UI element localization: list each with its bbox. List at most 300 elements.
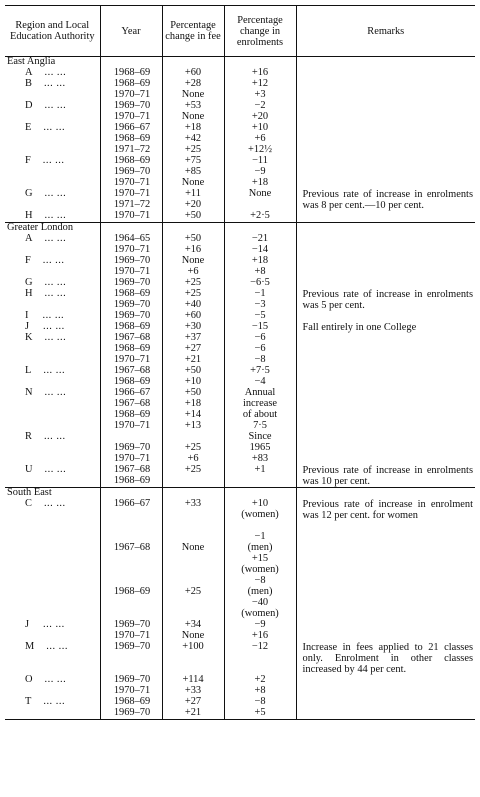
year-cell: 1970–71 — [100, 245, 162, 256]
fee-change-cell: +50 — [162, 388, 224, 399]
enrolment-change-cell: −14 — [224, 245, 296, 256]
remarks-cell: Previous rate of increase in enrolment was 12 per cent. for women — [296, 499, 475, 642]
empty-cell — [296, 223, 475, 235]
year-cell — [100, 554, 162, 565]
enrolment-change-cell: −1 — [224, 532, 296, 543]
year-cell: 1968–69 — [100, 68, 162, 79]
fee-change-cell: +18 — [162, 123, 224, 134]
authority-cell — [5, 79, 100, 90]
authority-cell — [5, 532, 100, 543]
year-cell: 1969–70 — [100, 278, 162, 289]
authority-cell — [5, 576, 100, 587]
remarks-cell — [296, 245, 475, 256]
fee-change-cell: +6 — [162, 267, 224, 278]
authority-letter: G — [25, 188, 33, 199]
fee-change-cell: +60 — [162, 68, 224, 79]
year-cell: 1970–71 — [100, 421, 162, 432]
fee-change-cell: +27 — [162, 697, 224, 708]
table-row — [5, 68, 475, 79]
table-row — [5, 708, 475, 720]
fee-change-cell: +14 — [162, 410, 224, 421]
fee-change-cell: +13 — [162, 421, 224, 432]
enrolment-change-cell: −11 — [224, 156, 296, 167]
enrolment-change-cell: +10 — [224, 499, 296, 510]
fee-change-cell: +16 — [162, 245, 224, 256]
enrolment-change-cell: +6 — [224, 134, 296, 145]
year-cell: 1970–71 — [100, 189, 162, 200]
enrolment-change-cell: (women) — [224, 510, 296, 521]
empty-cell — [296, 57, 475, 69]
remarks-cell — [296, 101, 475, 112]
authority-cell — [5, 432, 100, 443]
authority-cell — [5, 134, 100, 145]
table-row — [5, 267, 475, 278]
fee-change-cell: +50 — [162, 234, 224, 245]
authority-cell — [5, 256, 100, 267]
year-cell: 1969–70 — [100, 101, 162, 112]
enrolment-change-cell: +20 — [224, 112, 296, 123]
enrolment-change-cell: −15 — [224, 322, 296, 333]
remarks-cell: Previous rate of increase in enrolments was 8 per cent.—10 per cent. — [296, 189, 475, 223]
fee-change-cell: +25 — [162, 278, 224, 289]
table-row — [5, 112, 475, 123]
authority-cell — [5, 388, 100, 399]
fee-change-cell: +85 — [162, 167, 224, 178]
region-row — [5, 57, 475, 69]
year-cell: 1969–70 — [100, 311, 162, 322]
remarks-cell — [296, 90, 475, 101]
enrolment-change-cell: −40 — [224, 598, 296, 609]
authority-cell — [5, 642, 100, 653]
fee-change-cell: +42 — [162, 134, 224, 145]
authority-letter: H — [25, 210, 33, 221]
authority-cell — [5, 675, 100, 686]
enrolment-change-cell — [224, 653, 296, 664]
year-cell: 1969–70 — [100, 620, 162, 631]
table-row — [5, 134, 475, 145]
year-cell: 1968–69 — [100, 79, 162, 90]
enrolment-change-cell: −9 — [224, 620, 296, 631]
enrolment-change-cell: −8 — [224, 355, 296, 366]
fee-change-cell: +25 — [162, 465, 224, 476]
remarks-cell: Increase in fees applied to 21 classes only. Enrolment in other classes increased by 44 per cent. — [296, 642, 475, 686]
fee-change-cell: None — [162, 543, 224, 554]
remarks-cell — [296, 79, 475, 90]
leader-dots: ... ... — [42, 255, 65, 266]
authority-cell — [5, 620, 100, 631]
fee-change-cell: +114 — [162, 675, 224, 686]
authority-cell — [5, 653, 100, 664]
authority-cell — [5, 465, 100, 476]
authority-cell — [5, 189, 100, 200]
authority-letter: T — [25, 696, 32, 707]
leader-dots: ... ... — [44, 332, 67, 343]
fee-change-cell — [162, 554, 224, 565]
leader-dots: ... ... — [44, 387, 67, 398]
fee-change-cell: +11 — [162, 189, 224, 200]
leader-dots: ... ... — [44, 188, 67, 199]
year-cell: 1967–68 — [100, 399, 162, 410]
authority-cell — [5, 565, 100, 576]
leader-dots: ... ... — [43, 365, 66, 376]
table-row — [5, 499, 475, 510]
year-cell: 1969–70 — [100, 300, 162, 311]
header-remarks: Remarks — [296, 6, 475, 57]
fee-change-cell: +25 — [162, 289, 224, 300]
authority-letter: J — [25, 619, 30, 630]
year-cell: 1970–71 — [100, 355, 162, 366]
fee-change-cell: +25 — [162, 145, 224, 156]
authority-cell — [5, 234, 100, 245]
leader-dots: ... ... — [46, 641, 68, 652]
table-row — [5, 178, 475, 189]
enrolment-change-cell: +3 — [224, 90, 296, 101]
year-cell: 1968–69 — [100, 410, 162, 421]
authority-cell — [5, 101, 100, 112]
leader-dots: ... ... — [43, 498, 66, 509]
authority-letter: C — [25, 498, 32, 509]
table-row — [5, 79, 475, 90]
authority-letter: D — [25, 100, 33, 111]
fee-change-cell: +33 — [162, 686, 224, 697]
fee-change-cell — [162, 565, 224, 576]
table-row — [5, 278, 475, 289]
remarks-cell — [296, 178, 475, 189]
authority-letter: J — [25, 321, 30, 332]
table-row — [5, 156, 475, 167]
authority-letter: M — [25, 641, 35, 652]
enrolment-change-cell: (men) — [224, 587, 296, 598]
authority-cell — [5, 333, 100, 344]
authority-cell — [5, 476, 100, 488]
enrolment-change-cell: −21 — [224, 234, 296, 245]
leader-dots: ... ... — [43, 321, 65, 332]
table-row — [5, 686, 475, 697]
fee-change-cell — [162, 510, 224, 521]
authority-letter: U — [25, 464, 33, 475]
fee-change-cell: +10 — [162, 377, 224, 388]
fee-change-cell: +50 — [162, 211, 224, 223]
year-cell: 1968–69 — [100, 377, 162, 388]
leader-dots: ... ... — [44, 67, 67, 78]
table-row — [5, 642, 475, 653]
header-year: Year — [100, 6, 162, 57]
year-cell: 1970–71 — [100, 90, 162, 101]
year-cell: 1969–70 — [100, 708, 162, 720]
header-row — [5, 6, 475, 57]
remarks-cell — [296, 112, 475, 123]
year-cell: 1968–69 — [100, 344, 162, 355]
year-cell: 1968–69 — [100, 697, 162, 708]
authority-cell — [5, 344, 100, 355]
enrolment-change-cell: +8 — [224, 267, 296, 278]
enrolment-change-cell: −2 — [224, 101, 296, 112]
authority-letter: A — [25, 233, 33, 244]
year-cell: 1968–69 — [100, 289, 162, 300]
authority-cell — [5, 708, 100, 720]
year-cell: 1964–65 — [100, 234, 162, 245]
authority-cell — [5, 123, 100, 134]
enrolment-change-cell: −1 — [224, 289, 296, 300]
authority-cell — [5, 289, 100, 300]
year-cell: 1966–67 — [100, 388, 162, 399]
authority-letter: K — [25, 332, 33, 343]
remarks-cell — [296, 134, 475, 145]
authority-letter: F — [25, 155, 31, 166]
fee-change-cell: +6 — [162, 454, 224, 465]
enrolment-change-cell: −9 — [224, 167, 296, 178]
fee-change-cell: +50 — [162, 366, 224, 377]
authority-letter: L — [25, 365, 32, 376]
leader-dots: ... ... — [43, 122, 66, 133]
enrolment-change-cell: +83 — [224, 454, 296, 465]
authority-cell — [5, 521, 100, 532]
year-cell: 1967–68 — [100, 465, 162, 476]
fee-change-cell: +27 — [162, 344, 224, 355]
table-body — [5, 57, 475, 720]
authority-cell — [5, 410, 100, 421]
fee-change-cell: +30 — [162, 322, 224, 333]
leader-dots: ... ... — [43, 619, 65, 630]
remarks-cell — [296, 234, 475, 245]
year-cell: 1970–71 — [100, 267, 162, 278]
authority-cell — [5, 443, 100, 454]
remarks-cell: Previous rate of increase in enrolments was 10 per cent. — [296, 465, 475, 488]
leader-dots: ... ... — [44, 277, 67, 288]
fee-change-cell: +25 — [162, 587, 224, 598]
year-cell — [100, 521, 162, 532]
enrolment-change-cell: (women) — [224, 565, 296, 576]
enrolment-change-cell: −8 — [224, 697, 296, 708]
table-row — [5, 234, 475, 245]
enrolment-change-cell: −3 — [224, 300, 296, 311]
year-cell — [100, 653, 162, 664]
fee-change-cell: +40 — [162, 300, 224, 311]
fee-change-cell: +34 — [162, 620, 224, 631]
remarks-cell — [296, 708, 475, 720]
year-cell: 1967–68 — [100, 366, 162, 377]
remarks-cell — [296, 267, 475, 278]
authority-cell — [5, 510, 100, 521]
year-cell: 1970–71 — [100, 211, 162, 223]
enrolment-change-cell: +7·5 — [224, 366, 296, 377]
leader-dots: ... ... — [44, 464, 67, 475]
fee-change-cell — [162, 653, 224, 664]
year-cell: 1968–69 — [100, 322, 162, 333]
leader-dots: ... ... — [43, 78, 66, 89]
fee-change-cell: +20 — [162, 200, 224, 211]
table-row — [5, 465, 475, 476]
remarks-cell — [296, 167, 475, 178]
year-cell: 1969–70 — [100, 675, 162, 686]
remarks-cell: Fall entirely in one College — [296, 322, 475, 465]
fee-change-cell: +21 — [162, 708, 224, 720]
authority-cell — [5, 167, 100, 178]
year-cell — [100, 510, 162, 521]
region-name: South East — [5, 488, 100, 500]
enrolment-change-cell: +8 — [224, 686, 296, 697]
fee-change-cell: +33 — [162, 499, 224, 510]
fee-change-cell: +60 — [162, 311, 224, 322]
remarks-cell — [296, 123, 475, 134]
enrolment-change-cell: +12½ — [224, 145, 296, 156]
enrolment-change-cell: (men) — [224, 543, 296, 554]
table-row — [5, 90, 475, 101]
authority-cell — [5, 554, 100, 565]
authority-letter: O — [25, 674, 33, 685]
fee-change-cell: None — [162, 90, 224, 101]
enrolment-change-cell: −5 — [224, 311, 296, 322]
enrolment-change-cell: +18 — [224, 178, 296, 189]
enrolment-change-cell: +12 — [224, 79, 296, 90]
year-cell: 1969–70 — [100, 443, 162, 454]
authority-cell — [5, 598, 100, 609]
region-name: East Anglia — [5, 57, 100, 69]
leader-dots: ... ... — [42, 155, 65, 166]
authority-letter: F — [25, 255, 31, 266]
enrolment-change-cell: −6·5 — [224, 278, 296, 289]
fee-change-cell: None — [162, 112, 224, 123]
authority-letter: E — [25, 122, 32, 133]
table-row — [5, 145, 475, 156]
enrolment-change-cell — [224, 476, 296, 488]
fee-change-cell: +53 — [162, 101, 224, 112]
header-region: Region and Local Education Authority — [5, 6, 100, 57]
enrolment-change-cell: of about — [224, 410, 296, 421]
leader-dots: ... ... — [44, 100, 67, 111]
leader-dots: ... ... — [43, 431, 66, 442]
table-row — [5, 322, 475, 333]
fee-change-cell: +18 — [162, 399, 224, 410]
year-cell: 1970–71 — [100, 454, 162, 465]
year-cell: 1969–70 — [100, 167, 162, 178]
empty-cell — [296, 488, 475, 500]
year-cell: 1968–69 — [100, 587, 162, 598]
fee-change-cell — [162, 598, 224, 609]
enrolment-change-cell: Annual — [224, 388, 296, 399]
authority-cell — [5, 366, 100, 377]
table-row — [5, 123, 475, 134]
authority-letter: N — [25, 387, 33, 398]
header-enrolments: Percentage change in enrolments — [224, 6, 296, 57]
remarks-cell — [296, 278, 475, 289]
enrolment-change-cell: 7·5 — [224, 421, 296, 432]
enrolment-change-cell: (women) — [224, 609, 296, 620]
authority-letter: I — [25, 310, 29, 321]
year-cell: 1966–67 — [100, 499, 162, 510]
remarks-cell — [296, 145, 475, 156]
leader-dots: ... ... — [44, 288, 67, 299]
enrolment-change-cell: +2 — [224, 675, 296, 686]
fee-change-cell: +37 — [162, 333, 224, 344]
enrolment-change-cell: +16 — [224, 68, 296, 79]
fee-change-cell: +21 — [162, 355, 224, 366]
year-cell: 1970–71 — [100, 112, 162, 123]
fee-change-cell: +100 — [162, 642, 224, 653]
year-cell: 1968–69 — [100, 476, 162, 488]
fee-change-cell — [162, 476, 224, 488]
enrolment-change-cell: −6 — [224, 344, 296, 355]
year-cell — [100, 598, 162, 609]
authority-letter: R — [25, 431, 32, 442]
enrolment-change-cell: −8 — [224, 576, 296, 587]
remarks-cell — [296, 156, 475, 167]
year-cell: 1967–68 — [100, 333, 162, 344]
enrolment-change-cell: +1 — [224, 465, 296, 476]
fee-change-cell: None — [162, 256, 224, 267]
year-cell: 1971–72 — [100, 200, 162, 211]
authority-letter: A — [25, 67, 33, 78]
table-row — [5, 256, 475, 267]
table-row — [5, 189, 475, 200]
authority-cell — [5, 211, 100, 223]
fee-change-cell: +75 — [162, 156, 224, 167]
enrolment-change-cell: Since — [224, 432, 296, 443]
year-cell: 1970–71 — [100, 631, 162, 642]
enrolment-change-cell: +5 — [224, 708, 296, 720]
leader-dots: ... ... — [42, 310, 65, 321]
authority-letter: H — [25, 288, 33, 299]
remarks-cell — [296, 68, 475, 79]
authority-cell — [5, 399, 100, 410]
leader-dots: ... ... — [44, 233, 67, 244]
year-cell: 1967–68 — [100, 543, 162, 554]
leader-dots: ... ... — [44, 674, 67, 685]
remarks-cell — [296, 697, 475, 708]
enrolment-change-cell: −12 — [224, 642, 296, 653]
authority-cell — [5, 697, 100, 708]
enrolment-change-cell: +18 — [224, 256, 296, 267]
year-cell: 1969–70 — [100, 256, 162, 267]
remarks-cell: Previous rate of increase in enrolments was 5 per cent. — [296, 289, 475, 322]
year-cell: 1970–71 — [100, 686, 162, 697]
remarks-cell — [296, 256, 475, 267]
table-row — [5, 289, 475, 300]
year-cell: 1966–67 — [100, 123, 162, 134]
fee-change-cell: +25 — [162, 443, 224, 454]
year-cell: 1971–72 — [100, 145, 162, 156]
header-fee: Percentage change in fee — [162, 6, 224, 57]
fee-change-cell — [162, 521, 224, 532]
authority-cell — [5, 156, 100, 167]
fee-change-cell: None — [162, 178, 224, 189]
table-row — [5, 697, 475, 708]
leader-dots: ... ... — [43, 696, 66, 707]
enrolment-change-cell: +10 — [224, 123, 296, 134]
year-cell: 1968–69 — [100, 134, 162, 145]
enrolment-change-cell: +15 — [224, 554, 296, 565]
leader-dots: ... ... — [44, 210, 67, 221]
enrolment-change-cell: +16 — [224, 631, 296, 642]
year-cell: 1970–71 — [100, 178, 162, 189]
enrolment-change-cell: None — [224, 189, 296, 200]
enrolment-change-cell: increase — [224, 399, 296, 410]
region-row — [5, 223, 475, 235]
enrolment-change-cell: +2·5 — [224, 211, 296, 223]
enrolment-change-cell: 1965 — [224, 443, 296, 454]
authority-cell — [5, 543, 100, 554]
fees-enrolment-table — [5, 5, 475, 720]
authority-cell — [5, 499, 100, 510]
authority-letter: G — [25, 277, 33, 288]
year-cell: 1969–70 — [100, 642, 162, 653]
authority-letter: B — [25, 78, 32, 89]
remarks-cell — [296, 686, 475, 697]
region-row — [5, 488, 475, 500]
table-row — [5, 245, 475, 256]
table-row — [5, 167, 475, 178]
year-cell: 1968–69 — [100, 156, 162, 167]
